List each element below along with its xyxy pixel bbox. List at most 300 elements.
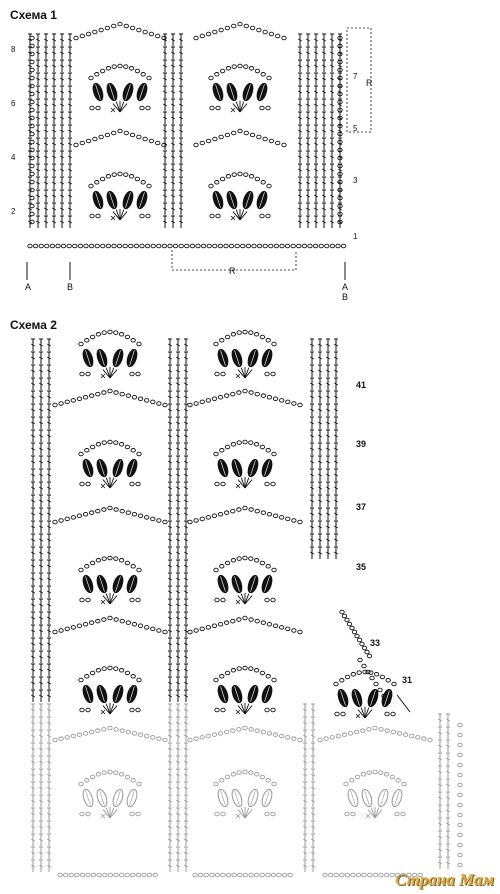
chain-stitch xyxy=(224,621,228,625)
chain-stitch xyxy=(219,28,223,32)
chain-stitch xyxy=(45,244,49,248)
chain-stitch xyxy=(156,34,160,38)
chain-stitch xyxy=(226,873,230,877)
chain-stitch xyxy=(237,557,241,561)
chain-stitch xyxy=(249,771,253,775)
chain-stitch xyxy=(151,400,155,404)
chain-stitch xyxy=(86,708,90,712)
chain-stitch xyxy=(194,519,198,523)
chain-stitch xyxy=(231,442,235,446)
chain-stitch xyxy=(194,402,198,406)
chain-stitch xyxy=(243,873,247,877)
chain-stitch xyxy=(243,666,247,670)
chain-stitch xyxy=(342,614,346,618)
chain-stitch xyxy=(83,622,87,626)
chain-stitch xyxy=(221,873,225,877)
chain-stitch xyxy=(74,36,78,40)
row-label-1: 1 xyxy=(353,232,358,241)
chain-stitch xyxy=(267,512,271,516)
chain-stitch xyxy=(80,34,84,38)
row-label-37: 37 xyxy=(356,502,367,512)
chain-stitch xyxy=(106,174,110,178)
chain-stitch xyxy=(135,69,139,73)
chain-stitch xyxy=(244,65,248,69)
chain-stitch xyxy=(279,734,283,738)
chain-stitch xyxy=(330,244,334,248)
chain-stitch xyxy=(458,743,462,747)
chain-stitch xyxy=(214,678,218,682)
chain-stitch xyxy=(232,131,236,135)
row-label-3: 3 xyxy=(353,176,358,185)
chain-stitch xyxy=(179,244,183,248)
chain-stitch xyxy=(157,402,161,406)
chain-stitch xyxy=(80,812,84,816)
chain-stitch xyxy=(102,618,106,622)
chain-stitch xyxy=(137,342,141,346)
chain-stitch xyxy=(215,812,219,816)
chain-stitch xyxy=(85,674,89,678)
chain-stitch xyxy=(200,141,204,145)
chain-stitch xyxy=(298,630,302,634)
chain-stitch xyxy=(252,244,256,248)
chain-stitch xyxy=(79,452,83,456)
chain-stitch xyxy=(345,812,349,816)
chain-stitch xyxy=(114,557,118,561)
chain-stitch xyxy=(194,629,198,633)
chain-stitch xyxy=(282,143,286,147)
chain-stitch xyxy=(214,452,218,456)
chain-stitch xyxy=(215,72,219,76)
chain-stitch xyxy=(96,332,100,336)
chain-stitch xyxy=(151,627,155,631)
chain-stitch xyxy=(143,30,147,34)
chain-stitch xyxy=(340,678,344,682)
chain-stitch xyxy=(53,738,57,742)
chain-stitch xyxy=(250,26,254,30)
chain-stitch xyxy=(124,173,128,177)
chain-stitch xyxy=(257,244,261,248)
chain-stitch xyxy=(273,397,277,401)
chain-stitch xyxy=(391,730,395,734)
chain-stitch xyxy=(84,244,88,248)
chain-stitch xyxy=(213,137,217,141)
chain-stitch xyxy=(351,873,355,877)
chain-stitch xyxy=(370,676,374,680)
chain-stitch xyxy=(157,519,161,523)
chain-stitch xyxy=(137,678,141,682)
chain-stitch xyxy=(225,133,229,137)
chain-stitch xyxy=(255,729,259,733)
chain-stitch xyxy=(362,873,366,877)
chain-stitch xyxy=(249,391,253,395)
chain-stitch xyxy=(77,733,81,737)
chain-stitch xyxy=(157,244,161,248)
chain-stitch xyxy=(140,214,144,218)
chain-stitch xyxy=(342,733,346,737)
chain-stitch xyxy=(265,372,269,376)
chain-stitch xyxy=(334,682,338,686)
chain-stitch xyxy=(255,177,259,181)
chain-stitch xyxy=(373,726,377,730)
chain-stitch xyxy=(119,558,123,562)
chain-stitch xyxy=(292,402,296,406)
chain-stitch xyxy=(220,448,224,452)
chain-stitch xyxy=(308,244,312,248)
chain-stitch xyxy=(214,568,218,572)
chain-stitch xyxy=(65,627,69,631)
chain-stitch xyxy=(458,863,462,867)
chain-stitch xyxy=(114,331,118,335)
chain-stitch xyxy=(286,400,290,404)
chain-stitch xyxy=(231,729,235,733)
chain-stitch xyxy=(140,106,144,110)
chain-stitch xyxy=(80,482,84,486)
chain-stitch xyxy=(225,561,229,565)
chain-stitch xyxy=(221,812,225,816)
chain-stitch xyxy=(298,520,302,524)
chain-stitch xyxy=(266,873,270,877)
chain-stitch xyxy=(266,214,270,218)
chain-stitch xyxy=(120,729,124,733)
chain-stitch xyxy=(379,771,383,775)
chain-stitch xyxy=(271,812,275,816)
chain-stitch xyxy=(118,22,122,26)
chain-stitch xyxy=(221,708,225,712)
chain-stitch xyxy=(265,708,269,712)
chain-stitch xyxy=(59,402,63,406)
chain-stitch xyxy=(403,733,407,737)
chain-stitch xyxy=(96,558,100,562)
chain-stitch xyxy=(59,629,63,633)
chain-stitch xyxy=(260,775,264,779)
chain-stitch xyxy=(86,812,90,816)
chain-stitch xyxy=(249,66,253,70)
chain-stitch xyxy=(96,214,100,218)
chain-stitch xyxy=(95,244,99,248)
chain-stitch xyxy=(188,403,192,407)
chain-stitch xyxy=(373,873,377,877)
watermark: Страна Мам xyxy=(394,870,494,889)
chain-stitch xyxy=(254,332,258,336)
chain-stitch xyxy=(261,180,265,184)
chain-stitch xyxy=(220,564,224,568)
chain-stitch xyxy=(79,568,83,572)
row-label-6: 6 xyxy=(11,99,16,108)
chain-stitch xyxy=(75,873,79,877)
chain-stitch xyxy=(108,330,112,334)
chain-stitch xyxy=(112,131,116,135)
chain-stitch xyxy=(86,139,90,143)
chain-stitch xyxy=(200,34,204,38)
row-label-35: 35 xyxy=(356,562,367,572)
chain-stitch xyxy=(102,441,106,445)
chain-stitch xyxy=(102,728,106,732)
chain-stitch xyxy=(142,873,146,877)
chain-stitch xyxy=(367,654,371,658)
chain-stitch xyxy=(282,873,286,877)
chain-stitch xyxy=(271,708,275,712)
chain-stitch xyxy=(173,244,177,248)
chain-stitch xyxy=(86,598,90,602)
chain-stitch xyxy=(384,772,388,776)
chain-stitch xyxy=(206,139,210,143)
chain-stitch xyxy=(266,674,270,678)
chain-stitch xyxy=(138,624,142,628)
chain-stitch xyxy=(102,391,106,395)
chain-stitch xyxy=(298,403,302,407)
chain-stitch xyxy=(260,335,264,339)
chain-stitch xyxy=(231,619,235,623)
chain-stitch xyxy=(108,506,112,510)
chain-stitch xyxy=(215,598,219,602)
chain-stitch xyxy=(386,678,390,682)
chain-stitch xyxy=(163,403,167,407)
chain-stitch xyxy=(143,137,147,141)
chain-stitch xyxy=(225,335,229,339)
chain-stitch xyxy=(61,244,65,248)
chain-stitch xyxy=(214,782,218,786)
chain-stitch xyxy=(249,873,253,877)
chain-stitch xyxy=(260,671,264,675)
chain-stitch xyxy=(97,873,101,877)
chain-stitch xyxy=(130,598,134,602)
chain-stitch xyxy=(237,391,241,395)
chain-stitch xyxy=(137,568,141,572)
chain-stitch xyxy=(132,512,136,516)
chain-stitch xyxy=(340,873,344,877)
chain-stitch xyxy=(210,214,214,218)
chain-stitch xyxy=(96,106,100,110)
chain-stitch xyxy=(249,667,253,671)
row-label-2: 2 xyxy=(11,207,16,216)
chain-stitch xyxy=(95,180,99,184)
chain-stitch xyxy=(129,66,133,70)
chain-stitch xyxy=(218,622,222,626)
chain-stitch xyxy=(352,630,356,634)
chain-stitch xyxy=(200,736,204,740)
chain-stitch xyxy=(261,511,265,515)
chain-stitch xyxy=(85,448,89,452)
chain-stitch xyxy=(231,558,235,562)
chain-stitch xyxy=(231,668,235,672)
chain-stitch xyxy=(272,782,276,786)
chain-stitch xyxy=(100,177,104,181)
chain-stitch xyxy=(266,564,270,568)
chain-stitch xyxy=(124,131,128,135)
chain-stitch xyxy=(132,395,136,399)
chain-stitch xyxy=(118,129,122,133)
chain-stitch xyxy=(215,708,219,712)
chain-stitch xyxy=(58,873,62,877)
chain-stitch xyxy=(249,508,253,512)
chain-stitch xyxy=(108,726,112,730)
chain-stitch xyxy=(271,873,275,877)
chain-stitch xyxy=(102,508,106,512)
chain-stitch xyxy=(212,733,216,737)
chain-stitch xyxy=(147,76,151,80)
chain-stitch xyxy=(124,24,128,28)
edge-stitch xyxy=(397,695,410,712)
chain-stitch xyxy=(229,244,233,248)
chain-stitch xyxy=(392,682,396,686)
chain-stitch xyxy=(89,76,93,80)
chain-stitch xyxy=(79,342,83,346)
chain-stitch xyxy=(238,873,242,877)
chain-stitch xyxy=(418,873,422,877)
chain-stitch xyxy=(125,671,129,675)
chain-stitch xyxy=(89,511,93,515)
chain-stitch xyxy=(220,69,224,73)
chain-stitch xyxy=(402,782,406,786)
chain-stitch xyxy=(237,331,241,335)
chain-stitch xyxy=(89,730,93,734)
chain-stitch xyxy=(136,812,140,816)
chain-stitch xyxy=(86,873,90,877)
chain-stitch xyxy=(200,517,204,521)
chain-stitch xyxy=(271,598,275,602)
chain-stitch xyxy=(286,627,290,631)
chain-stitch xyxy=(108,770,112,774)
chain-stitch xyxy=(126,730,130,734)
chain-stitch xyxy=(267,184,271,188)
chain-stitch xyxy=(246,244,250,248)
chain-stitch xyxy=(102,667,106,671)
chain-stitch xyxy=(130,482,134,486)
chain-stitch xyxy=(80,598,84,602)
chain-stitch xyxy=(218,244,222,248)
chain-stitch xyxy=(100,69,104,73)
chain-stitch xyxy=(266,448,270,452)
chain-stitch xyxy=(318,738,322,742)
chain-stitch xyxy=(292,737,296,741)
row-label-8: 8 xyxy=(11,45,16,54)
chain-stitch xyxy=(220,177,224,181)
chain-stitch xyxy=(380,675,384,679)
chain-stitch xyxy=(209,184,213,188)
chain-stitch xyxy=(96,772,100,776)
chain-stitch xyxy=(114,391,118,395)
chain-stitch xyxy=(458,723,462,727)
chain-stitch xyxy=(96,509,100,513)
chain-stitch xyxy=(125,775,129,779)
chain-stitch xyxy=(125,561,129,565)
chain-stitch xyxy=(83,732,87,736)
chain-stitch xyxy=(291,244,295,248)
chain-stitch xyxy=(216,214,220,218)
chain-stitch xyxy=(391,712,395,716)
chain-stitch xyxy=(144,399,148,403)
chain-stitch xyxy=(351,672,355,676)
chain-stitch xyxy=(397,732,401,736)
scheme-2-title: Схема 2 xyxy=(10,318,57,332)
chain-stitch xyxy=(114,667,118,671)
chain-stitch xyxy=(56,244,60,248)
chain-stitch xyxy=(124,65,128,69)
chain-stitch xyxy=(226,174,230,178)
chain-stitch xyxy=(114,618,118,622)
chain-stitch xyxy=(219,135,223,139)
chain-stitch xyxy=(344,782,348,786)
row-label-5: 5 xyxy=(353,124,358,133)
chain-stitch xyxy=(83,512,87,516)
chain-stitch xyxy=(334,873,338,877)
chain-stitch xyxy=(96,668,100,672)
chain-stitch xyxy=(292,629,296,633)
chain-stitch xyxy=(395,812,399,816)
chain-stitch xyxy=(374,672,378,676)
chain-stitch xyxy=(119,668,123,672)
chain-stitch xyxy=(302,244,306,248)
chain-stitch xyxy=(238,172,242,176)
chain-stitch xyxy=(367,771,371,775)
chain-stitch xyxy=(218,732,222,736)
chain-stitch xyxy=(351,812,355,816)
chain-stitch xyxy=(77,397,81,401)
chain-stitch xyxy=(249,728,253,732)
chain-stitch xyxy=(362,646,366,650)
chain-stitch xyxy=(188,630,192,634)
chain-stitch xyxy=(224,394,228,398)
chain-stitch xyxy=(416,736,420,740)
chain-stitch xyxy=(355,634,359,638)
chain-stitch xyxy=(130,133,134,137)
chain-stitch xyxy=(340,610,344,614)
chain-stitch xyxy=(168,244,172,248)
chain-stitch xyxy=(336,244,340,248)
chain-stitch xyxy=(130,372,134,376)
chain-stitch xyxy=(249,557,253,561)
chain-stitch xyxy=(206,734,210,738)
chain-stitch xyxy=(373,770,377,774)
chain-stitch xyxy=(73,244,77,248)
chain-stitch xyxy=(358,658,362,662)
bottom-letter-ab-bottom: B xyxy=(342,292,349,302)
chain-stitch xyxy=(254,668,258,672)
chain-stitch xyxy=(131,338,135,342)
chain-stitch xyxy=(90,775,94,779)
chain-stitch xyxy=(137,135,141,139)
chain-stitch xyxy=(357,638,361,642)
chain-stitch xyxy=(272,678,276,682)
chain-stitch xyxy=(243,389,247,393)
chain-stitch xyxy=(106,66,110,70)
chain-stitch xyxy=(347,622,351,626)
chain-stitch xyxy=(221,598,225,602)
chain-stitch xyxy=(131,778,135,782)
chain-stitch xyxy=(257,28,261,32)
chain-stitch xyxy=(194,143,198,147)
chain-stitch xyxy=(39,244,43,248)
chain-stitch xyxy=(369,671,373,675)
chain-stitch xyxy=(137,28,141,32)
chain-stitch xyxy=(267,732,271,736)
chain-stitch xyxy=(250,133,254,137)
chain-stitch xyxy=(218,395,222,399)
chain-stitch xyxy=(140,244,144,248)
chain-stitch xyxy=(238,64,242,68)
chain-stitch xyxy=(90,335,94,339)
chain-stitch xyxy=(206,516,210,520)
chain-stitch xyxy=(368,873,372,877)
chain-stitch xyxy=(244,173,248,177)
chain-stitch xyxy=(232,24,236,28)
chain-stitch xyxy=(260,561,264,565)
chain-stitch xyxy=(157,737,161,741)
chain-stitch xyxy=(108,556,112,560)
chain-stitch xyxy=(348,732,352,736)
chain-stitch xyxy=(65,400,69,404)
chain-stitch xyxy=(341,712,345,716)
